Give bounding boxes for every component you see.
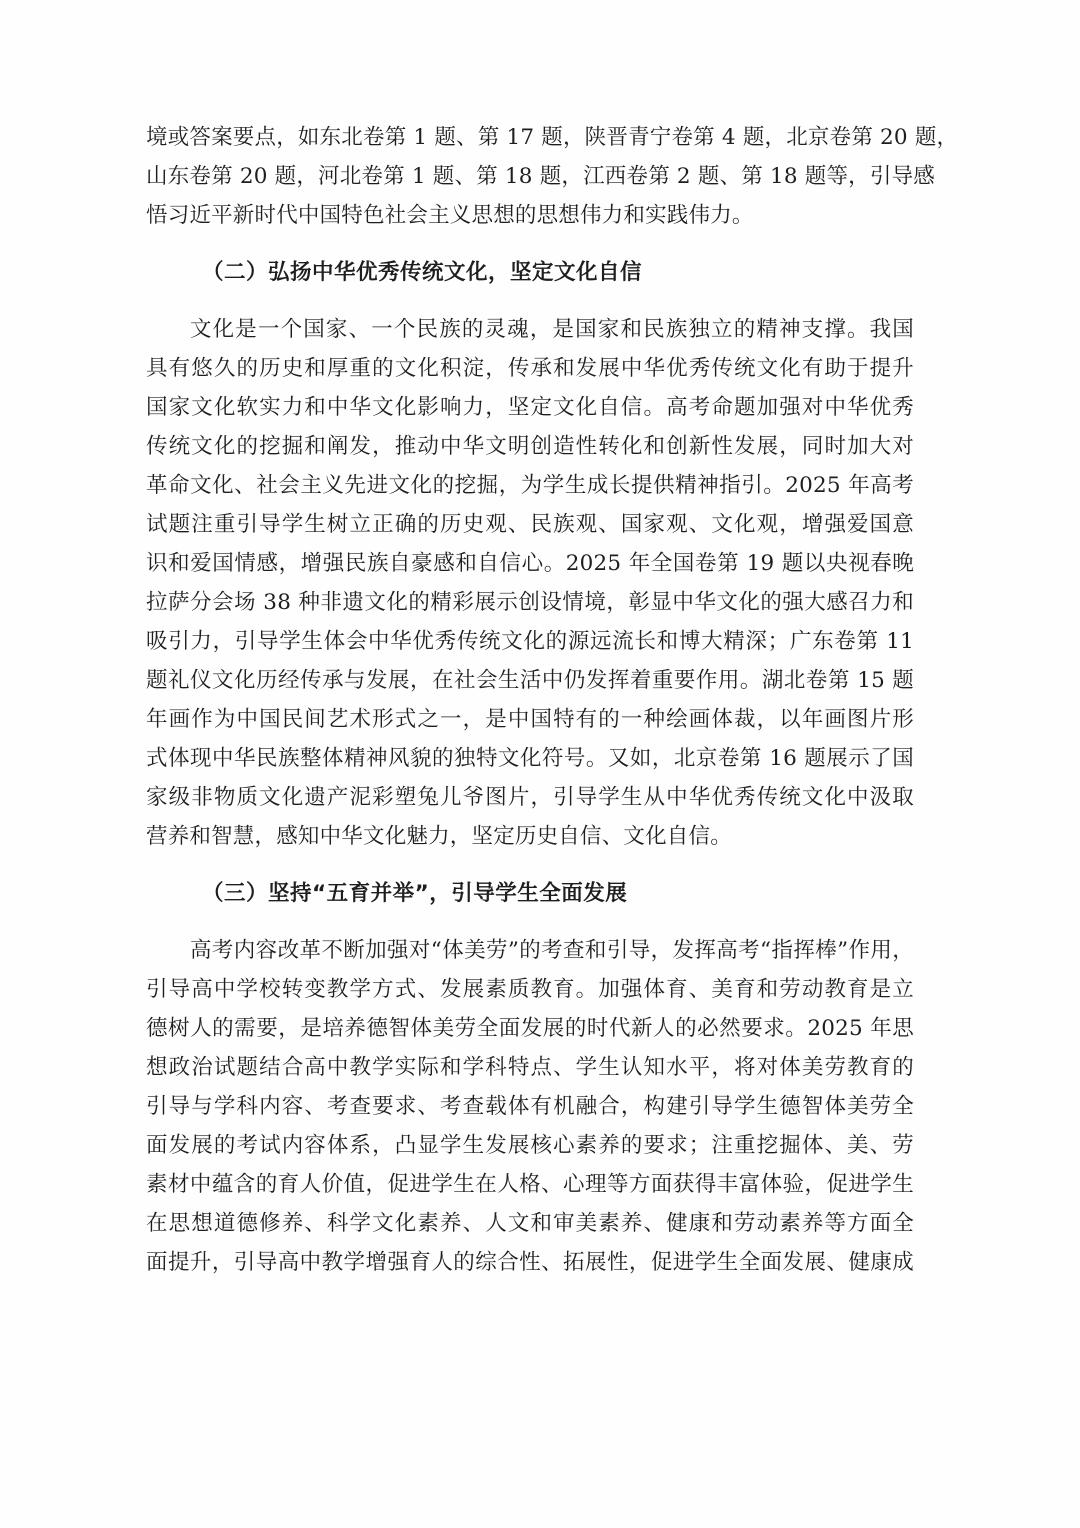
paragraph-line: 悟习近平新时代中国特色社会主义思想的思想伟力和实践伟力。 [146,203,754,228]
paragraph-line: 试题注重引导学生树立正确的历史观、民族观、国家观、文化观，增强爱国意 [146,512,914,537]
paragraph-line: 传统文化的挖掘和阐发，推动中华文明创造性转化和创新性发展，同时加大对 [146,434,914,459]
paragraph-line: 识和爱国情感，增强民族自豪感和自信心。2025 年全国卷第 19 题以央视春晚 [146,551,914,576]
paragraph-line: 具有悠久的历史和厚重的文化积淀，传承和发展中华优秀传统文化有助于提升 [146,356,914,381]
paragraph-line: 引导与学科内容、考查要求、考查载体有机融合，构建引导学生德智体美劳全 [146,1094,914,1119]
paragraph-line: 山东卷第 20 题，河北卷第 1 题、第 18 题，江西卷第 2 题、第 18 题等，引导感 [146,164,935,189]
paragraph-line: 面发展的考试内容体系，凸显学生发展核心素养的要求；注重挖掘体、美、劳 [146,1133,914,1158]
paragraph-line: 素材中蕴含的育人价值，促进学生在人格、心理等方面获得丰富体验，促进学生 [146,1172,914,1197]
paragraph-line: 家级非物质文化遗产泥彩塑兔儿爷图片，引导学生从中华优秀传统文化中汲取 [146,785,914,810]
section-three-heading: （三）坚持“五育并举”，引导学生全面发展 [202,881,628,906]
paragraph-line: 德树人的需要，是培养德智体美劳全面发展的时代新人的必然要求。2025 年思 [146,1016,914,1041]
section-two-heading: （二）弘扬中华优秀传统文化，坚定文化自信 [202,260,643,285]
paragraph-line: 高考内容改革不断加强对“体美劳”的考查和引导，发挥高考“指挥棒”作用， [190,938,914,963]
paragraph-line: 革命文化、社会主义先进文化的挖掘，为学生成长提供精神指引。2025 年高考 [146,473,914,498]
paragraph-line: 题礼仪文化历经传承与发展，在社会生活中仍发挥着重要作用。湖北卷第 15 题 [146,668,914,693]
paragraph-line: 营养和智慧，感知中华文化魅力，坚定历史自信、文化自信。 [146,824,732,849]
paragraph-line: 引导高中学校转变教学方式、发展素质教育。加强体育、美育和劳动教育是立 [146,977,914,1002]
paragraph-line: 国家文化软实力和中华文化影响力，坚定文化自信。高考命题加强对中华优秀 [146,395,914,420]
paragraph-line: 拉萨分会场 38 种非遗文化的精彩展示创设情境，彰显中华文化的强大感召力和 [146,590,914,615]
paragraph-line: 境或答案要点，如东北卷第 1 题、第 17 题，陕晋青宁卷第 4 题，北京卷第 20 题， [146,125,959,150]
section-three-paragraph [146,931,914,1282]
paragraph-line: 文化是一个国家、一个民族的灵魂，是国家和民族独立的精神支撑。我国 [190,317,914,342]
paragraph-line: 在思想道德修养、科学文化素养、人文和审美素养、健康和劳动素养等方面全 [146,1211,914,1236]
paragraph-line: 年画作为中国民间艺术形式之一，是中国特有的一种绘画体裁，以年画图片形 [146,707,914,732]
document-body [146,118,959,1282]
section-one-tail [146,118,959,235]
paragraph-line: 吸引力，引导学生体会中华优秀传统文化的源远流长和博大精深；广东卷第 11 [146,629,914,654]
paragraph-line: 面提升，引导高中教学增强育人的综合性、拓展性，促进学生全面发展、健康成 [146,1250,914,1275]
paragraph-line: 式体现中华民族整体精神风貌的独特文化符号。又如，北京卷第 16 题展示了国 [146,746,914,771]
paragraph-line: 想政治试题结合高中教学实际和学科特点、学生认知水平，将对体美劳教育的 [146,1055,914,1080]
section-two-paragraph [146,310,914,856]
